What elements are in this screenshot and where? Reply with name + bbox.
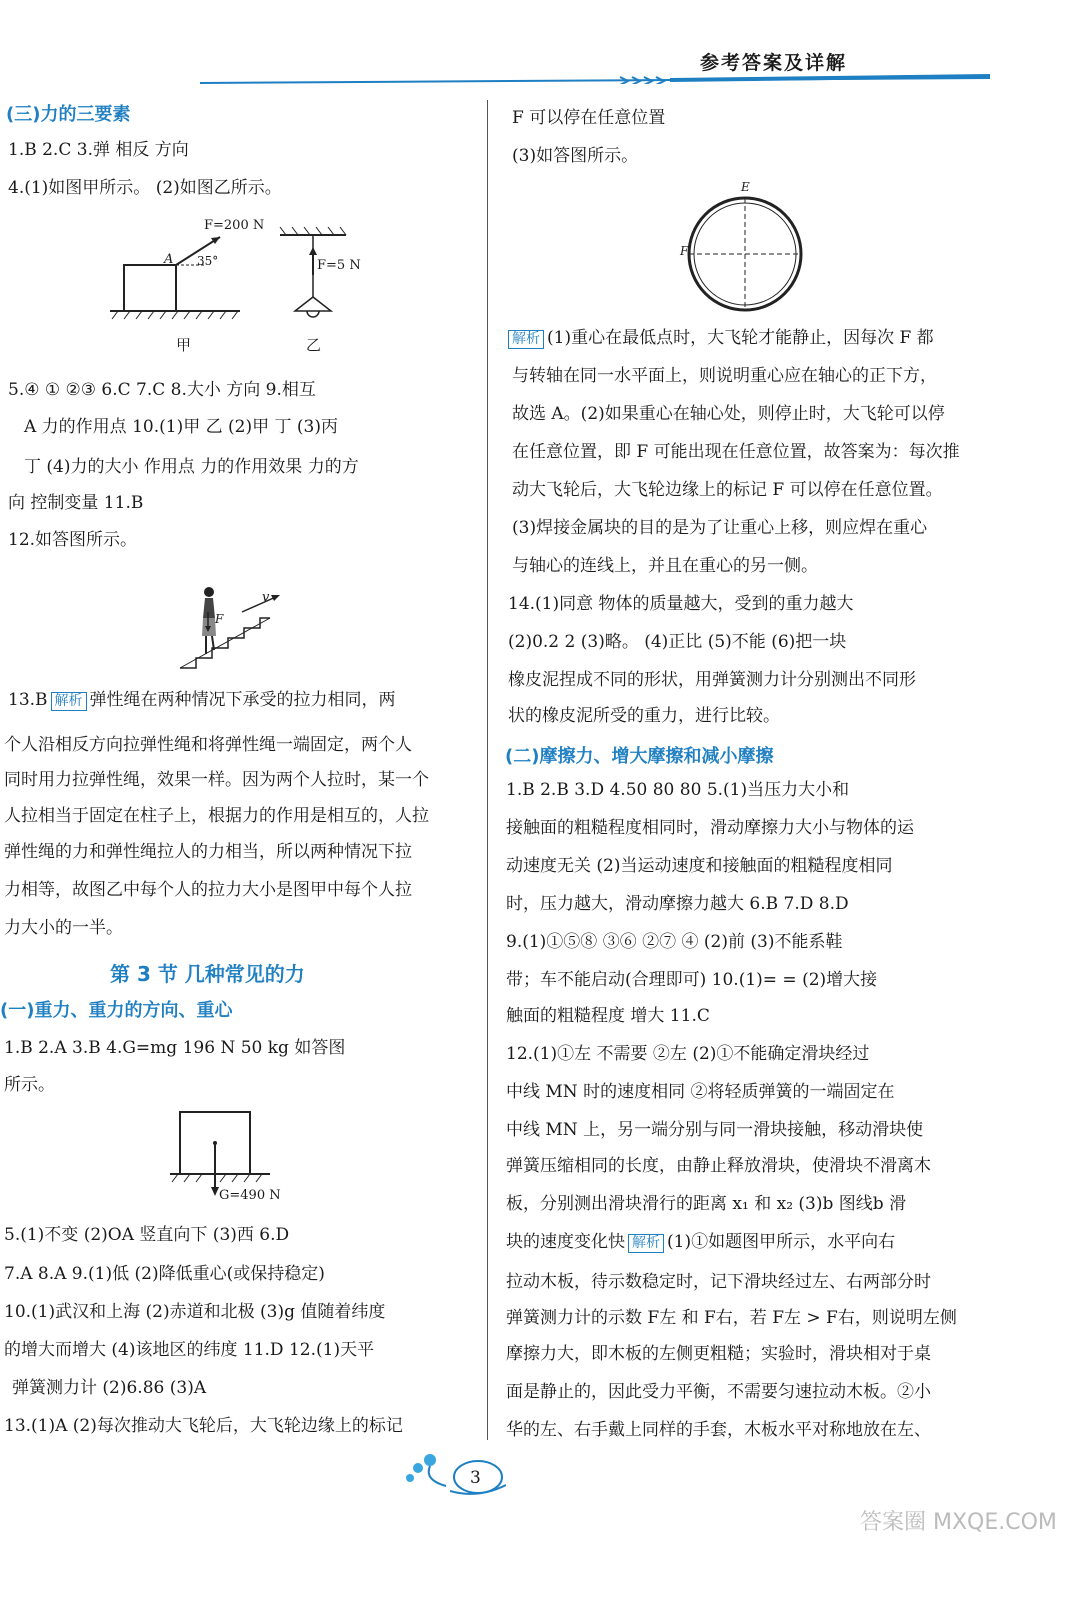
answer-line: 1.B 2.B 3.D 4.50 80 80 5.(1)当压力大小和	[506, 780, 850, 800]
answer-line: 华的左、右手戴上同样的手套，木板水平对称地放在左、	[506, 1420, 931, 1440]
answer-line: 中线 MN 时的速度相同 ②将轻质弹簧的一端固定在	[506, 1082, 895, 1102]
figure-flywheel	[675, 188, 815, 318]
label-force-5n: F=5 N	[317, 258, 361, 273]
header-title: 参考答案及详解	[700, 52, 848, 74]
label-f-wheel: F	[680, 244, 689, 258]
answer-line: A 力的作用点 10.(1)甲 乙 (2)甲 丁 (3)丙	[24, 417, 338, 437]
answer-line: 动速度无关 (2)当运动速度和接触面的粗糙程度相同	[506, 856, 893, 876]
caption-jia: 甲	[176, 336, 192, 354]
answer-line: 弹性绳的力和弹性绳拉人的力相当，所以两种情况下拉	[4, 842, 412, 862]
analysis-text: 弹性绳在两种情况下承受的拉力相同，两	[89, 690, 396, 710]
answer-line: 丁 (4)力的大小 作用点 力的作用效果 力的方	[24, 457, 359, 477]
column-divider	[487, 100, 488, 1440]
answer-line: 在任意位置，即 F 可能出现在任意位置，故答案为：每次推	[512, 442, 960, 462]
figure-gravity-box	[170, 1110, 290, 1198]
answer-line: 触面的粗糙程度 增大 11.C	[506, 1006, 710, 1026]
watermark: 答案圈 MXQE.COM	[860, 1510, 1057, 1535]
answer-line: 个人沿相反方向拉弹性绳和将弹性绳一端固定，两个人	[4, 735, 412, 755]
answer-12-end: 块的速度变化快	[506, 1232, 625, 1252]
analysis-tag: 解析	[508, 330, 544, 349]
analysis-tag: 解析	[628, 1234, 664, 1253]
caption-yi: 乙	[306, 336, 322, 354]
answer-line-12-analysis	[506, 1232, 895, 1253]
page-number: 3	[470, 1468, 481, 1488]
answer-line: 的增大而增大 (4)该地区的纬度 11.D 12.(1)天平	[4, 1340, 375, 1360]
header-decoration	[200, 74, 990, 84]
answer-line-13	[8, 690, 396, 711]
analysis-line-13	[505, 328, 934, 349]
answer-line: 接触面的粗糙程度相同时，滑动摩擦力大小与物体的运	[506, 818, 914, 838]
answer-line: (3)如答图所示。	[512, 146, 639, 166]
answer-line: 橡皮泥捏成不同的形状，用弹簧测力计分别测出不同形	[508, 670, 916, 690]
answer-line: 动大飞轮后，大飞轮边缘上的标记 F 可以停在任意位置。	[512, 480, 943, 500]
answer-line: (2)0.2 2 (3)略。 (4)正比 (5)不能 (6)把一块	[508, 632, 847, 652]
answer-line: 力相等，故图乙中每个人的拉力大小是图甲中每个人拉	[4, 880, 412, 900]
answer-13: 13.B	[8, 690, 48, 710]
answer-line: 向 控制变量 11.B	[8, 493, 144, 513]
answer-line: 中线 MN 上，另一端分别与同一滑块接触，移动滑块使	[506, 1120, 924, 1140]
analysis-text: (1)重心在最低点时，大飞轮才能静止，因每次 F 都	[547, 328, 934, 348]
answer-line: 故选 A。(2)如果重心在轴心处，则停止时，大飞轮可以停	[512, 404, 945, 424]
answer-line: 与轴心的连线上，并且在重心的另一侧。	[512, 556, 818, 576]
answer-line: 4.(1)如图甲所示。 (2)如图乙所示。	[8, 178, 282, 198]
answer-line: (3)焊接金属块的目的是为了让重心上移，则应焊在重心	[512, 518, 928, 538]
figure-person-on-stairs	[178, 582, 288, 672]
answer-line: 10.(1)武汉和上海 (2)赤道和北极 (3)g 值随着纬度	[4, 1302, 386, 1322]
answer-line: 时，压力越大，滑动摩擦力越大 6.B 7.D 8.D	[506, 894, 849, 914]
label-angle: 35°	[197, 254, 219, 268]
answer-line: 状的橡皮泥所受的重力，进行比较。	[508, 706, 780, 726]
answer-line: 1.B 2.A 3.B 4.G=mg 196 N 50 kg 如答图	[4, 1038, 346, 1058]
section-title-forces: (三)力的三要素	[6, 104, 131, 125]
answer-line: 所示。	[4, 1075, 55, 1095]
label-f: F	[215, 612, 224, 626]
answer-line: 同时用力拉弹性绳，效果一样。因为两个人拉时，某一个	[4, 770, 429, 790]
flower-decoration-icon	[400, 1448, 450, 1488]
answer-line: 5.④ ① ②③ 6.C 7.C 8.大小 方向 9.相互	[8, 380, 316, 400]
answer-line: 13.(1)A (2)每次推动大飞轮后，大飞轮边缘上的标记	[4, 1416, 403, 1436]
answer-line: 与转轴在同一水平面上，则说明重心应在轴心的正下方，	[512, 366, 937, 386]
answer-line: 摩擦力大，即木板的左侧更粗糙；实验时，滑块相对于桌	[506, 1344, 931, 1364]
label-e: E	[741, 180, 750, 194]
chapter-title: 第 3 节 几种常见的力	[110, 962, 305, 986]
answer-line: 12.(1)①左 不需要 ②左 (2)①不能确定滑块经过	[506, 1044, 870, 1064]
answer-line: 9.(1)①⑤⑧ ③⑥ ②⑦ ④ (2)前 (3)不能系鞋	[506, 932, 843, 952]
analysis-tag: 解析	[51, 692, 87, 711]
answer-line: 拉动木板，待示数稳定时，记下滑块经过左、右两部分时	[506, 1272, 931, 1292]
answer-line: 弹簧测力计的示数 F左 和 F右，若 F左 > F右，则说明左侧	[506, 1308, 957, 1328]
section-title-friction: (二)摩擦力、增大摩擦和减小摩擦	[505, 746, 774, 767]
answer-line: 1.B 2.C 3.弹 相反 方向	[8, 140, 189, 160]
answer-line: 弹簧测力计 (2)6.86 (3)A	[12, 1378, 207, 1398]
answer-line: 力大小的一半。	[4, 918, 123, 938]
answer-line: 5.(1)不变 (2)OA 竖直向下 (3)西 6.D	[4, 1225, 290, 1245]
answer-line: 7.A 8.A 9.(1)低 (2)降低重心(或保持稳定)	[4, 1264, 325, 1284]
section-title-gravity: (一)重力、重力的方向、重心	[0, 1000, 233, 1021]
label-velocity: v	[262, 590, 270, 605]
answer-line: 带；车不能启动(合理即可) 10.(1)= = (2)增大接	[506, 970, 878, 990]
answer-line: F 可以停在任意位置	[512, 108, 666, 128]
answer-line: 14.(1)同意 物体的质量越大，受到的重力越大	[508, 594, 854, 614]
answer-line: 人拉相当于固定在柱子上，根据力的作用是相互的，人拉	[4, 806, 429, 826]
label-force-200n: F=200 N	[204, 218, 265, 233]
answer-line: 板，分别测出滑块滑行的距离 x₁ 和 x₂ (3)b 图线b 滑	[506, 1194, 907, 1214]
label-point-a: A	[164, 252, 174, 267]
answer-line: 弹簧压缩相同的长度，由静止释放滑块，使滑块不滑离木	[506, 1156, 931, 1176]
answer-line: 面是静止的，因此受力平衡，不需要匀速拉动木板。②小	[506, 1382, 931, 1402]
label-gravity-490n: G=490 N	[219, 1188, 281, 1203]
analysis-text: (1)①如题图甲所示，水平向右	[667, 1232, 896, 1252]
answer-line: 12.如答图所示。	[8, 530, 138, 550]
